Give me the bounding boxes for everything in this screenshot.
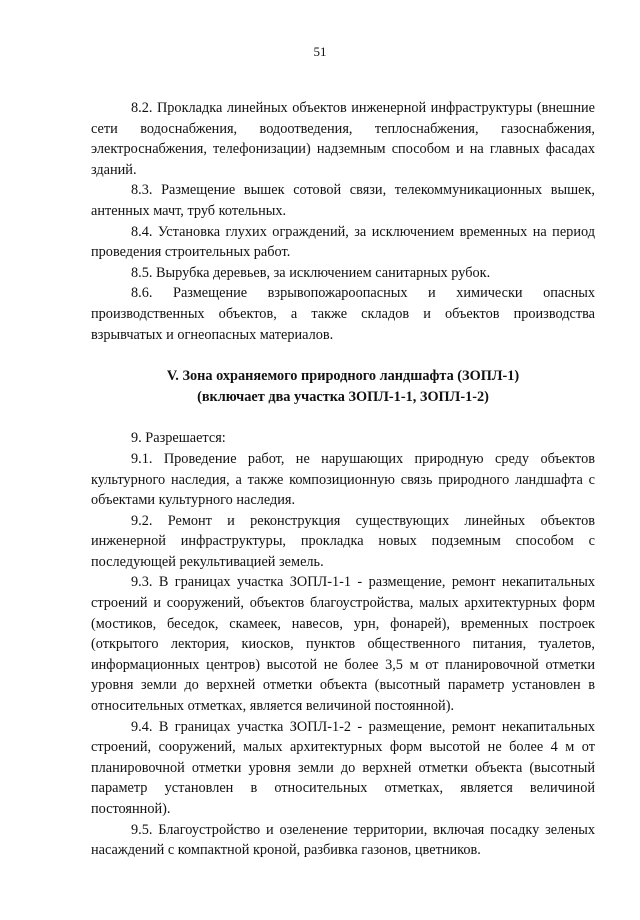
section-heading: [91, 366, 595, 407]
paragraph-9-4: 9.4. В границах участка ЗОПЛ-1-2 - размещение, ремонт некапитальных строений, сооружений, малых архитектурных форм высотой не более 4 м от планировочной отметки уровня земли до верхней отметки объекта (высотный параметр установлен в относительных отметках, является величиной постоянной).: [91, 718, 595, 817]
paragraph-9: 9. Разрешается:: [131, 430, 226, 447]
section-heading-line-1: V. Зона охраняемого природного ландшафта (ЗОПЛ-1): [166, 368, 520, 385]
paragraph-8-6: 8.6. Размещение взрывопожароопасных и химически опасных производственных объектов, а также складов и объектов производства взрывчатых и огнеопасных материалов.: [91, 285, 595, 343]
page-number: 51: [313, 44, 327, 59]
paragraph-9-3: 9.3. В границах участка ЗОПЛ-1-1 - размещение, ремонт некапитальных строений и сооружений, объектов благоустройства, малых архитектурных форм (мостиков, беседок, скамеек, навесов, урн, фонарей), временных построек (открытого лектория, киосков, пунктов общественного питания, туалетов, информационных центров) высотой не более 3,5 м от планировочной отметки уровня земли до верхней отметки объекта (высотный параметр установлен в относительных отметках, является величиной постоянной).: [91, 574, 595, 715]
document-body: [91, 98, 595, 861]
paragraph-8-4: 8.4. Установка глухих ограждений, за исключением временных на период проведения строительных работ.: [91, 223, 595, 261]
paragraph-8-3: 8.3. Размещение вышек сотовой связи, телекоммуникационных вышек, антенных мачт, труб котельных.: [91, 182, 595, 219]
paragraph-9-1: 9.1. Проведение работ, не нарушающих природную среду объектов культурного наследия, а также композиционную связь природного ландшафта с объектами культурного наследия.: [91, 450, 595, 509]
paragraph-8-2: 8.2. Прокладка линейных объектов инженерной инфраструктуры (внешние сети водоснабжения, водоотведения, теплоснабжения, газоснабжения, электроснабжения, телефонизации) надземным способом и на главных фасадах зданий.: [91, 100, 595, 178]
paragraph-8-5: 8.5. Вырубка деревьев, за исключением санитарных рубок.: [131, 264, 491, 281]
section-heading-line-2: (включает два участка ЗОПЛ-1-1, ЗОПЛ-1-2): [197, 388, 489, 405]
paragraph-9-5: 9.5. Благоустройство и озеленение территории, включая посадку зеленых насаждений с компактной кроной, разбивка газонов, цветников.: [91, 821, 595, 859]
paragraph-9-2: 9.2. Ремонт и реконструкция существующих линейных объектов инженерной инфраструктуры, прокладка новых подземным способом с последующей рекультивацией земель.: [91, 512, 595, 570]
